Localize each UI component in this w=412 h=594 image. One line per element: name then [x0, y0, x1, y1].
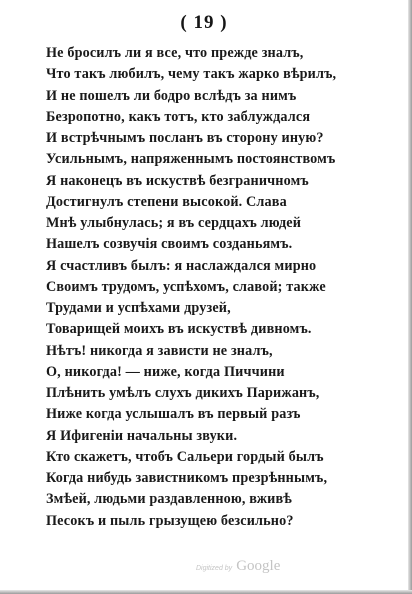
- watermark-brand: Google: [236, 558, 281, 574]
- poem-text: [46, 43, 396, 532]
- watermark-prefix: Digitized by: [196, 565, 233, 572]
- poem-line: Когда нибудь завистникомъ презрѣннымъ,: [46, 470, 328, 486]
- poem-line: Змѣей, людьми раздавленною, вживѣ: [46, 491, 292, 508]
- poem-line: Плѣнить умѣлъ слухъ дикихъ Парижанъ,: [46, 385, 320, 401]
- poem-line: Усильнымъ, напряженнымъ постоянствомъ: [46, 151, 336, 168]
- poem-line: Мнѣ улыбнулась; я въ сердцахъ людей: [46, 215, 302, 231]
- poem-line: Ниже когда услышалъ въ первый разъ: [46, 406, 301, 423]
- poem-line: Достигнулъ степени высокой. Слава: [46, 193, 287, 210]
- poem-line: Я наконецъ въ искуствѣ безграничномъ: [46, 172, 309, 189]
- poem-line: Я счастливъ былъ: я наслаждался мирно: [46, 257, 317, 274]
- poem-line: Нашелъ созвучія своимъ созданьямъ.: [46, 236, 293, 253]
- poem-line: Кто скажетъ, чтобъ Сальери гордый былъ: [46, 448, 324, 465]
- poem-line: Я Ифигеніи начальны звуки.: [46, 427, 238, 444]
- poem-line: Трудами и успѣхами друзей,: [46, 300, 231, 316]
- page-number: ( 19 ): [180, 12, 228, 33]
- poem-line: Не бросилъ ли я все, что прежде зналъ,: [46, 45, 304, 61]
- poem-line: Безропотно, какъ тотъ, кто заблуждался: [46, 108, 311, 125]
- poem-line: О, никогда! — ниже, когда Пиччини: [46, 363, 285, 380]
- google-watermark: [196, 558, 280, 575]
- poem-line: Нѣтъ! никогда я зависти не зналъ,: [46, 342, 273, 359]
- page-edge-shadow-right: [408, 0, 412, 594]
- poem-line: Товарищей моихъ въ искуствѣ дивномъ.: [46, 321, 312, 338]
- poem-line: Что такъ любилъ, чему такъ жарко вѣрилъ,: [46, 66, 337, 83]
- page-edge-shadow-bottom: [0, 590, 412, 594]
- poem-line: Своимъ трудомъ, успѣхомъ, славой; также: [46, 278, 326, 295]
- poem-line: И встрѣчнымъ посланъ въ сторону иную?: [46, 130, 324, 146]
- poem-line: Песокъ и пыль грызущею безсильно?: [46, 512, 294, 529]
- poem-line: И не пошелъ ли бодро вслѣдъ за нимъ: [46, 87, 297, 104]
